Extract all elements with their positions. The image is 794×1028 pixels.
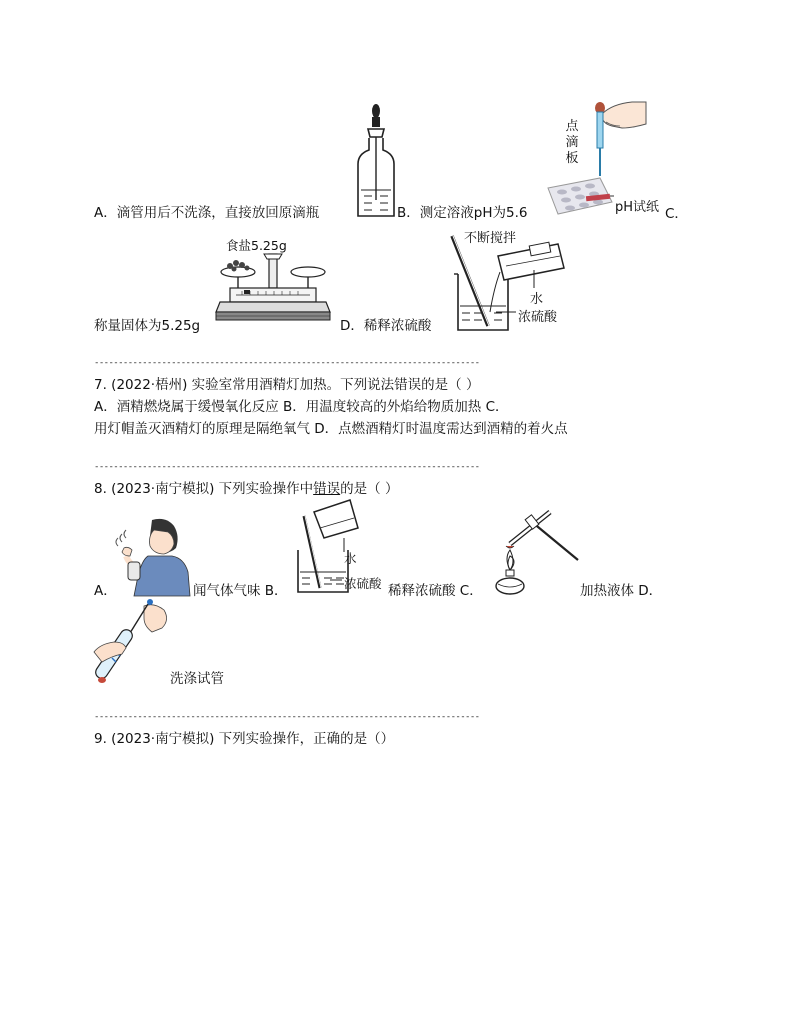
separator-2: -------------------------------------------------------------------------------- bbox=[94, 462, 480, 472]
stir-label: 不断搅拌 bbox=[464, 231, 517, 246]
q8-stem: 8. (2023·南宁模拟) 下列实验操作中错误的是（ ） bbox=[94, 481, 399, 497]
q8-option-c: 加热液体 D． bbox=[580, 583, 663, 599]
q6-option-c-prefix: C． bbox=[665, 206, 688, 222]
dropper-bottle-illustration bbox=[352, 102, 400, 220]
q6-option-d: D．稀释浓硫酸 bbox=[340, 318, 432, 334]
q8-option-a: 闻气体气味 B． bbox=[193, 583, 288, 599]
washing-tube-illustration bbox=[94, 602, 174, 688]
q7-options-line1: A．酒精燃烧属于缓慢氧化反应 B．用温度较高的外焰给物质加热 C． bbox=[94, 399, 509, 415]
balance-illustration bbox=[216, 250, 330, 324]
smelling-gas-illustration bbox=[112, 516, 194, 598]
q9-stem: 9. (2023·南宁模拟) 下列实验操作，正确的是（） bbox=[94, 731, 395, 747]
acid-label-q6: 浓硫酸 bbox=[518, 310, 558, 325]
spot-plate-label: 点 滴 板 bbox=[565, 119, 579, 166]
q7-stem: 7. (2022·梧州) 实验室常用酒精灯加热。下列说法错误的是（ ） bbox=[94, 377, 480, 393]
q6-option-b: B．测定溶液pH为5.6 bbox=[397, 205, 528, 221]
q8-option-d: 洗涤试管 bbox=[170, 671, 224, 687]
q7-options-line2: 用灯帽盖灭酒精灯的原理是隔绝氧气 D．点燃酒精灯时温度需达到酒精的着火点 bbox=[94, 421, 568, 437]
balance-label: 食盐5.25g bbox=[226, 238, 287, 253]
ph-paper-label: pH试纸 bbox=[615, 200, 660, 215]
separator-3: -------------------------------------------------------------------------------- bbox=[94, 712, 480, 722]
acid-label-q8: 浓硫酸 bbox=[344, 576, 382, 591]
q8-keyword: 错误 bbox=[313, 481, 341, 497]
separator-1: -------------------------------------------------------------------------------- bbox=[94, 358, 480, 368]
q6-option-a: A．滴管用后不洗涤，直接放回原滴瓶 bbox=[94, 205, 320, 221]
q7-keyword: 错误 bbox=[394, 377, 422, 393]
q6-option-c: 称量固体为5.25g bbox=[94, 318, 201, 334]
water-label-q6: 水 bbox=[530, 292, 544, 307]
q8-option-a-prefix: A． bbox=[94, 583, 117, 599]
heating-liquid-illustration bbox=[492, 506, 582, 600]
q8-option-b: 稀释浓硫酸 C． bbox=[388, 583, 483, 599]
water-label-q8: 水 bbox=[344, 551, 357, 566]
